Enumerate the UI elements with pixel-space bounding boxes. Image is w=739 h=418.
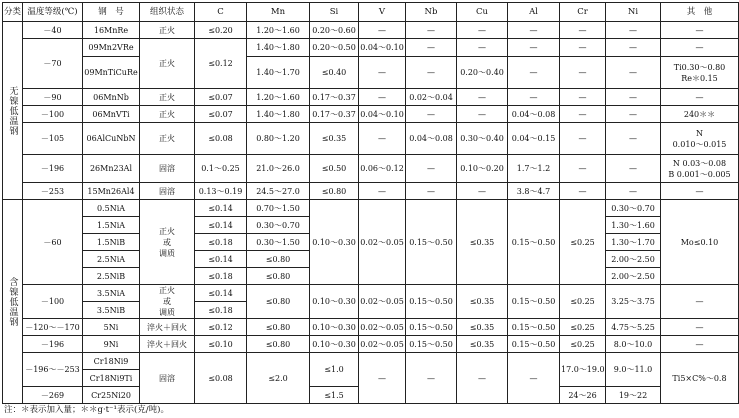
cell-other: — <box>661 22 739 39</box>
cell-temp: －105 <box>23 123 83 155</box>
cell-grade: 06MnNb <box>83 89 140 106</box>
cell-temp: －100 <box>23 106 83 123</box>
cell-v: — <box>359 22 406 39</box>
table-row <box>3 336 739 353</box>
cell-mn: 0.30～1.50 <box>247 234 310 251</box>
cell-c: ≤0.18 <box>195 268 247 285</box>
cell-grade: Cr25Ni20 <box>83 387 140 404</box>
cell-ni: 1.30～1.60 <box>606 217 661 234</box>
header-c: C <box>195 3 247 22</box>
cell-c: ≤0.20 <box>195 22 247 39</box>
header-cu: Cu <box>457 3 508 22</box>
cell-other: — <box>661 336 739 353</box>
cell-cr: ≤0.25 <box>560 319 606 336</box>
cell-cr: — <box>560 123 606 155</box>
cell-si: 0.20～0.60 <box>310 22 359 39</box>
cell-nb: — <box>406 39 457 57</box>
cell-cr: — <box>560 39 606 57</box>
cell-c: ≤0.14 <box>195 251 247 268</box>
steel-composition-table <box>2 2 739 404</box>
cell-v: — <box>359 89 406 106</box>
cell-cr: — <box>560 155 606 183</box>
cell-state: 固溶 <box>140 353 195 404</box>
cell-grade: 3.5NiA <box>83 285 140 302</box>
cell-v: 0.04～0.10 <box>359 39 406 57</box>
cell-cu: 0.10～0.20 <box>457 155 508 183</box>
table-row <box>3 155 739 183</box>
cell-temp: －60 <box>23 200 83 285</box>
cell-ni: — <box>606 22 661 39</box>
cell-other: — <box>661 319 739 336</box>
cell-temp: －120～－170 <box>23 319 83 336</box>
cell-al: — <box>508 39 560 57</box>
cell-state: 固溶 <box>140 183 195 200</box>
cell-grade: 3.5NiB <box>83 302 140 319</box>
cell-ni: 3.25～3.75 <box>606 285 661 319</box>
cell-si: ≤0.40 <box>310 57 359 89</box>
cell-al: — <box>508 89 560 106</box>
cell-al: 0.15～0.50 <box>508 336 560 353</box>
header-v: V <box>359 3 406 22</box>
cell-ni: 2.00～2.50 <box>606 251 661 268</box>
cell-mn: 24.5～27.0 <box>247 183 310 200</box>
cell-other: Ti0.30～0.80 Re＊0.15 <box>661 57 739 89</box>
cell-nb: — <box>406 22 457 39</box>
cell-al: 0.15～0.50 <box>508 285 560 319</box>
cell-state: 正火 <box>140 89 195 106</box>
cell-cu: ≤0.35 <box>457 200 508 285</box>
cell-ni: 2.00～2.50 <box>606 268 661 285</box>
cell-cu: ≤0.35 <box>457 285 508 319</box>
cell-nb: — <box>406 183 457 200</box>
cell-v: 0.02～0.05 <box>359 285 406 319</box>
cell-ni: — <box>606 89 661 106</box>
cell-v: 0.04～0.10 <box>359 106 406 123</box>
cell-nb: 0.15～0.50 <box>406 319 457 336</box>
cell-c: ≤0.18 <box>195 302 247 319</box>
cell-ni: — <box>606 123 661 155</box>
cell-v: 0.02～0.05 <box>359 319 406 336</box>
cell-mn: ≤0.80 <box>247 285 310 319</box>
cell-al: 0.04～0.08 <box>508 106 560 123</box>
cell-other: — <box>661 183 739 200</box>
cell-mn: ≤0.80 <box>247 268 310 285</box>
cell-si: 0.17～0.37 <box>310 89 359 106</box>
cell-grade: 06MnVTi <box>83 106 140 123</box>
cell-other: — <box>661 285 739 319</box>
cell-v: — <box>359 353 406 404</box>
cell-si: 0.20～0.50 <box>310 39 359 57</box>
cell-mn: ≤2.0 <box>247 353 310 404</box>
cell-nb: 0.04～0.08 <box>406 123 457 155</box>
header-category: 分类 <box>3 3 23 22</box>
cell-state: 淬火＋回火 <box>140 336 195 353</box>
cell-ni: 0.30～0.70 <box>606 200 661 217</box>
cell-other: Mo≤0.10 <box>661 200 739 285</box>
cell-grade: 0.5NiA <box>83 200 140 217</box>
cell-mn: 1.20～1.60 <box>247 22 310 39</box>
cell-cr: — <box>560 106 606 123</box>
cell-cu: 0.20～0.40 <box>457 57 508 89</box>
cell-cu: — <box>457 39 508 57</box>
cell-state: 正火 或 调质 <box>140 285 195 319</box>
cell-si: ≤1.0 <box>310 353 359 387</box>
cell-v: — <box>359 57 406 89</box>
cell-state: 正火 <box>140 22 195 39</box>
cell-si: 0.10～0.30 <box>310 319 359 336</box>
cell-cr: ≤0.25 <box>560 336 606 353</box>
cell-ni: 9.0～11.0 <box>606 353 661 387</box>
cell-cu: — <box>457 106 508 123</box>
cell-cr: — <box>560 183 606 200</box>
cell-cu: — <box>457 353 508 404</box>
cell-mn: 0.70～1.50 <box>247 200 310 217</box>
header-grade: 钢 号 <box>83 3 140 22</box>
cell-si: ≤0.50 <box>310 155 359 183</box>
cell-ni: — <box>606 106 661 123</box>
cell-temp: －100 <box>23 285 83 319</box>
cell-al: 0.15～0.50 <box>508 200 560 285</box>
cell-al: — <box>508 22 560 39</box>
cell-nb: 0.15～0.50 <box>406 200 457 285</box>
cell-si: ≤1.5 <box>310 387 359 404</box>
cell-cu: — <box>457 22 508 39</box>
cell-cu: — <box>457 89 508 106</box>
header-nb: Nb <box>406 3 457 22</box>
cell-al: — <box>508 57 560 89</box>
cell-grade: 15Mn26Al4 <box>83 183 140 200</box>
cell-ni: — <box>606 183 661 200</box>
cell-grade: 2.5NiB <box>83 268 140 285</box>
cell-c: ≤0.14 <box>195 200 247 217</box>
table-row <box>3 22 739 39</box>
cell-c: ≤0.10 <box>195 336 247 353</box>
cell-ni: 19～22 <box>606 387 661 404</box>
cell-grade: 06AlCuNbN <box>83 123 140 155</box>
table-row <box>3 200 739 217</box>
cell-c: ≤0.12 <box>195 319 247 336</box>
cell-mn: 21.0～26.0 <box>247 155 310 183</box>
cell-cu: ≤0.35 <box>457 336 508 353</box>
cell-c: ≤0.12 <box>195 39 247 89</box>
cell-cr: 17.0～19.0 <box>560 353 606 387</box>
header-row <box>3 3 739 22</box>
cell-grade: 5Ni <box>83 319 140 336</box>
cell-temp: －90 <box>23 89 83 106</box>
cell-si: 0.10～0.30 <box>310 200 359 285</box>
cell-al: 3.8～4.7 <box>508 183 560 200</box>
cell-mn: 1.40～1.80 <box>247 106 310 123</box>
cell-v: 0.02～0.05 <box>359 336 406 353</box>
cell-mn: 0.30～0.70 <box>247 217 310 234</box>
cell-cr: — <box>560 22 606 39</box>
cell-si: 0.10～0.30 <box>310 336 359 353</box>
table-row <box>3 106 739 123</box>
table-row <box>3 39 739 57</box>
cell-c: ≤0.14 <box>195 285 247 302</box>
cell-al: 0.15～0.50 <box>508 319 560 336</box>
cell-c: ≤0.07 <box>195 89 247 106</box>
cell-grade: 09MnTiCuRe <box>83 57 140 89</box>
cell-mn: 1.40～1.80 <box>247 39 310 57</box>
cell-grade: 1.5NiB <box>83 234 140 251</box>
table-row <box>3 57 739 89</box>
cell-cu: — <box>457 183 508 200</box>
cell-mn: 0.80～1.20 <box>247 123 310 155</box>
cell-temp: －269 <box>23 387 83 404</box>
cell-grade: 26Mn23Al <box>83 155 140 183</box>
cell-v: 0.06～0.12 <box>359 155 406 183</box>
table-row <box>3 123 739 155</box>
cell-c: 0.13～0.19 <box>195 183 247 200</box>
cell-cr: — <box>560 89 606 106</box>
cell-other: N 0.010～0.015 <box>661 123 739 155</box>
cell-v: 0.02～0.05 <box>359 200 406 285</box>
header-structure: 组织状态 <box>140 3 195 22</box>
cell-v: — <box>359 183 406 200</box>
cell-temp: －253 <box>23 183 83 200</box>
cell-cu: ≤0.35 <box>457 319 508 336</box>
header-mn: Mn <box>247 3 310 22</box>
cell-mn: 1.20～1.60 <box>247 89 310 106</box>
cell-v: — <box>359 123 406 155</box>
cell-state: 固溶 <box>140 155 195 183</box>
cell-si: ≤0.80 <box>310 183 359 200</box>
steel-composition-table-wrapper <box>2 2 731 404</box>
cell-ni: — <box>606 39 661 57</box>
cell-grade: Cr18Ni9Ti <box>83 370 140 387</box>
cell-nb: 0.02～0.04 <box>406 89 457 106</box>
cell-other: 240＊＊ <box>661 106 739 123</box>
table-row <box>3 353 739 370</box>
cell-c: ≤0.07 <box>195 106 247 123</box>
cell-nb: — <box>406 155 457 183</box>
table-row <box>3 319 739 336</box>
header-cr: Cr <box>560 3 606 22</box>
category-nickel: 含镍低温钢 <box>3 200 23 404</box>
category-nickel-free: 无镍低温钢 <box>3 22 23 200</box>
cell-nb: — <box>406 353 457 404</box>
cell-mn: ≤0.80 <box>247 251 310 268</box>
cell-other: — <box>661 39 739 57</box>
cell-cr: 24～26 <box>560 387 606 404</box>
cell-grade: Cr18Ni9 <box>83 353 140 370</box>
cell-mn: ≤0.80 <box>247 319 310 336</box>
cell-c: 0.1～0.25 <box>195 155 247 183</box>
cell-other: — <box>661 89 739 106</box>
cell-si: 0.17～0.37 <box>310 106 359 123</box>
cell-grade: 16MnRe <box>83 22 140 39</box>
cell-nb: — <box>406 106 457 123</box>
cell-temp: －196 <box>23 155 83 183</box>
cell-al: 0.04～0.15 <box>508 123 560 155</box>
header-si: Si <box>310 3 359 22</box>
cell-al: 1.7～1.2 <box>508 155 560 183</box>
cell-grade: 1.5NiA <box>83 217 140 234</box>
cell-grade: 2.5NiA <box>83 251 140 268</box>
table-row <box>3 183 739 200</box>
cell-ni: — <box>606 57 661 89</box>
cell-nb: 0.15～0.50 <box>406 285 457 319</box>
table-row <box>3 285 739 302</box>
header-temperature: 温度等级(℃) <box>23 3 83 22</box>
cell-cr: — <box>560 57 606 89</box>
cell-si: ≤0.35 <box>310 123 359 155</box>
cell-mn: 1.40～1.70 <box>247 57 310 89</box>
cell-c: ≤0.08 <box>195 353 247 404</box>
cell-state: 正火 <box>140 106 195 123</box>
cell-grade: 9Ni <box>83 336 140 353</box>
cell-state: 正火 <box>140 123 195 155</box>
cell-ni: 4.75～5.25 <box>606 319 661 336</box>
header-ni: Ni <box>606 3 661 22</box>
cell-grade: 09Mn2VRe <box>83 39 140 57</box>
cell-nb: 0.15～0.50 <box>406 336 457 353</box>
cell-state: 淬火＋回火 <box>140 319 195 336</box>
table-footnote: 注：＊表示加入量；＊＊g·t⁻¹表示(克/吨)。 <box>4 405 169 415</box>
cell-state: 正火 <box>140 39 195 89</box>
cell-temp: －70 <box>23 39 83 89</box>
cell-al: — <box>508 353 560 404</box>
cell-ni: — <box>606 155 661 183</box>
cell-cu: 0.30～0.40 <box>457 123 508 155</box>
header-other: 其 他 <box>661 3 739 22</box>
cell-cr: ≤0.25 <box>560 200 606 285</box>
cell-other: Ti5×C%～0.8 <box>661 353 739 404</box>
cell-nb: — <box>406 57 457 89</box>
cell-mn: ≤0.80 <box>247 336 310 353</box>
cell-ni: 8.0～10.0 <box>606 336 661 353</box>
cell-state: 正火 或 调质 <box>140 200 195 285</box>
cell-c: ≤0.08 <box>195 123 247 155</box>
cell-temp: －40 <box>23 22 83 39</box>
cell-c: ≤0.14 <box>195 217 247 234</box>
table-row <box>3 89 739 106</box>
cell-temp: －196 <box>23 336 83 353</box>
cell-cr: ≤0.25 <box>560 285 606 319</box>
cell-c: ≤0.18 <box>195 234 247 251</box>
header-al: Al <box>508 3 560 22</box>
cell-temp: －196～－253 <box>23 353 83 387</box>
cell-ni: 1.30～1.70 <box>606 234 661 251</box>
cell-si: 0.10～0.30 <box>310 285 359 319</box>
cell-other: N 0.03～0.08 B 0.001～0.005 <box>661 155 739 183</box>
